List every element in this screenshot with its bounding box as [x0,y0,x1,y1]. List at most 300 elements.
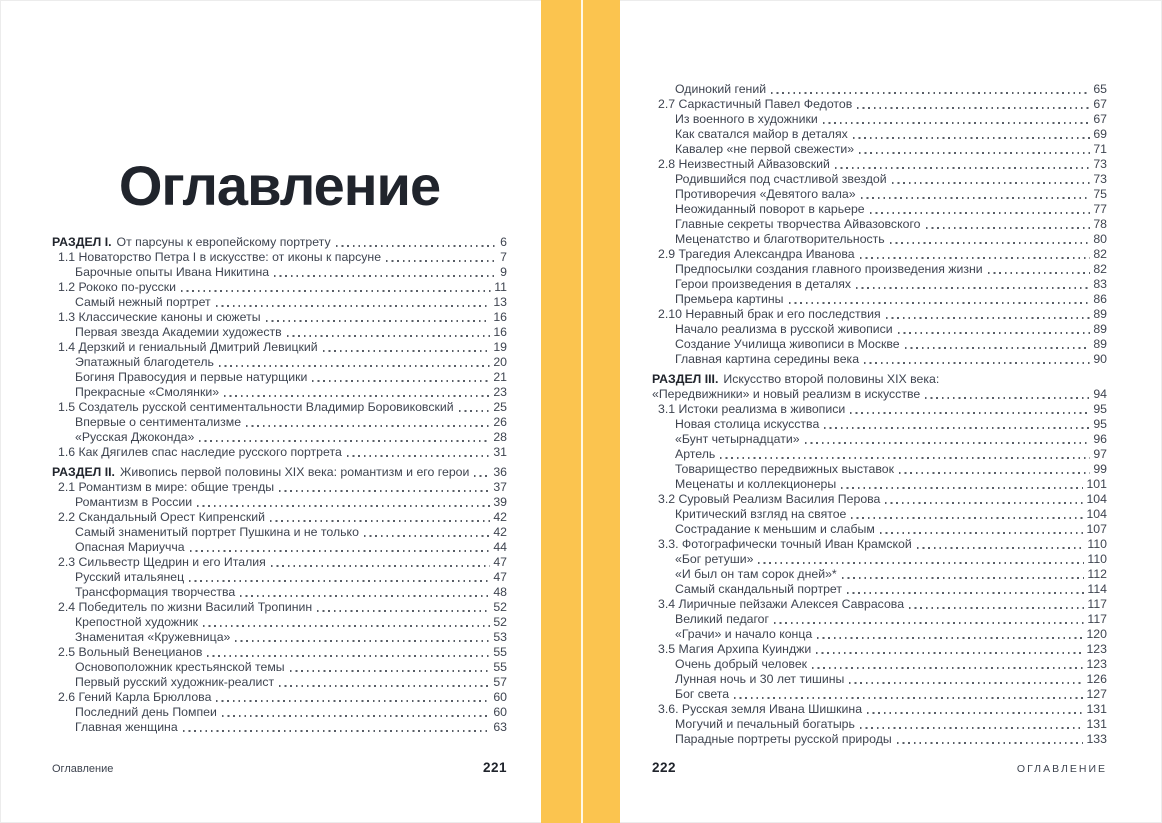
toc-entry-text: 3.1 Истоки реализма в живописи [658,402,846,416]
dotted-leader [183,730,491,732]
dotted-leader [474,475,490,477]
toc-entry-text: Впервые о сентиментализме [75,415,242,429]
toc-entry-text: Предпосылки создания главного произведения жизни [675,262,983,276]
toc-entry-text: «Бунт четырнадцати» [675,432,800,446]
toc-page-number: 52 [493,600,507,614]
toc-entry-text: Противоречия «Девятого вала» [675,187,856,201]
toc-row [52,720,507,735]
toc-page-number: 97 [1093,447,1107,461]
dotted-leader [898,332,1091,334]
toc-entry-text: Меценатство и благотворительность [675,232,885,246]
toc-entry-text: 1.3 Классические каноны и сюжеты [58,310,261,324]
toc-entry-text: От парсуны к европейскому портрету [116,235,331,249]
toc-page-number: 63 [493,720,507,734]
toc-row [52,235,507,250]
toc-entry-text: Самый нежный портрет [75,295,211,309]
toc-entry-text: Главная женщина [75,720,178,734]
toc-page-number: 60 [493,705,507,719]
toc-row [652,387,1107,402]
dotted-leader [216,700,490,702]
dotted-leader [224,395,490,397]
toc-entry-text: Искусство второй половины XIX века: [723,372,940,386]
dotted-leader [861,197,1091,199]
toc-entry-text: Из военного в художники [675,112,818,126]
dotted-leader [758,562,1084,564]
toc-entry-text: Живопись первой половины XIX века: романтизм и его герои [119,465,470,479]
dotted-leader [789,302,1091,304]
dotted-leader [824,427,1090,429]
page-number: 222 [652,760,677,775]
dotted-leader [805,442,1091,444]
toc-row [652,702,1107,717]
toc-section-label: РАЗДЕЛ II. [52,465,115,479]
toc-row [652,552,1107,567]
left-page-footer [52,760,507,775]
dotted-leader [203,625,490,627]
dotted-leader [271,565,491,567]
dotted-leader [240,595,490,597]
dotted-leader [926,227,1091,229]
toc-row [652,732,1107,747]
right-page-footer [652,760,1107,775]
book-spine-stripe [541,0,620,823]
toc-page-number: 21 [493,370,507,384]
toc-entry-text: 2.6 Гений Карла Брюллова [58,690,212,704]
dotted-leader [199,440,490,442]
dotted-leader [235,640,490,642]
toc-row [52,265,507,280]
page-number: 221 [482,760,507,775]
toc-entry-text: 2.1 Романтизм в мире: общие тренды [58,480,275,494]
toc-page-number: 60 [493,690,507,704]
toc-page-number: 25 [493,400,507,414]
toc-page-number: 131 [1086,702,1107,716]
toc-page-number: 48 [493,585,507,599]
toc-entry-text: 2.5 Вольный Венецианов [58,645,203,659]
toc-page-number: 117 [1087,612,1107,626]
dotted-leader [823,122,1091,124]
toc-row [52,570,507,585]
dotted-leader [880,532,1084,534]
dotted-leader [849,682,1083,684]
toc-page-number: 82 [1093,262,1107,276]
toc-entry-text: Прекрасные «Смолянки» [75,385,220,399]
toc-row [652,232,1107,247]
toc-page-number: 94 [1093,387,1107,401]
toc-page-number: 36 [493,465,507,479]
toc-row [652,202,1107,217]
toc-row [652,112,1107,127]
toc-page-number: 20 [493,355,507,369]
toc-list-right [652,82,1107,747]
toc-entry-text: 2.3 Сильвестр Щедрин и его Италия [58,555,266,569]
dotted-leader [856,287,1090,289]
dotted-leader [364,535,490,537]
toc-row [652,492,1107,507]
toc-row [652,507,1107,522]
toc-page-number: 104 [1086,492,1107,506]
toc-entry-text: Товарищество передвижных выставок [675,462,894,476]
toc-page-number: 95 [1093,417,1107,431]
dotted-leader [347,455,491,457]
toc-page-number: 123 [1086,642,1107,656]
toc-entry-text: «Грачи» и начало конца [675,627,813,641]
toc-row [652,322,1107,337]
toc-row [52,585,507,600]
toc-page-number: 39 [493,495,507,509]
toc-entry-text: 3.3. Фотографически точный Иван Крамской [658,537,912,551]
toc-entry-text: 1.1 Новаторство Петра I в искусстве: от иконы к парсуне [58,250,382,264]
toc-page-number: 55 [493,645,507,659]
left-page [52,0,507,823]
toc-entry-text: Как сватался майор в деталях [675,127,848,141]
dotted-leader [181,290,491,292]
toc-entry-text: Начало реализма в русской живописи [675,322,893,336]
toc-entry-text: Очень добрый человек [675,657,808,671]
toc-entry-text: Лунная ночь и 30 лет тишины [675,672,845,686]
dotted-leader [890,242,1091,244]
toc-entry-text: Барочные опыты Ивана Никитина [75,265,270,279]
dotted-leader [886,317,1091,319]
dotted-leader [386,260,497,262]
toc-row [52,445,507,460]
toc-entry-text: 1.2 Рококо по-русски [58,280,176,294]
toc-entry-text: 2.4 Победитель по жизни Василий Тропинин [58,600,313,614]
toc-row [652,292,1107,307]
toc-section-label: РАЗДЕЛ I. [52,235,112,249]
toc-page-number: 7 [500,250,507,264]
toc-page-number: 16 [493,325,507,339]
toc-page-number: 101 [1086,477,1107,491]
toc-entry-text: «И был он там сорок дней»* [675,567,837,581]
toc-row [52,690,507,705]
toc-row [52,340,507,355]
toc-page-number: 123 [1086,657,1107,671]
toc-row [52,630,507,645]
toc-page-number: 90 [1093,352,1107,366]
toc-entry-text: 2.9 Трагедия Александра Иванова [658,247,855,261]
dotted-leader [835,167,1090,169]
toc-page-number: 110 [1087,552,1107,566]
toc-page-number: 95 [1093,402,1107,416]
toc-page-number: 69 [1093,127,1107,141]
toc-entry-text: Парадные портреты русской природы [675,732,892,746]
toc-entry-text: Неожиданный поворот в карьере [675,202,865,216]
toc-row [52,465,507,480]
toc-row [652,657,1107,672]
dotted-leader [860,727,1084,729]
dotted-leader [290,670,491,672]
toc-page-number: 28 [493,430,507,444]
toc-page-number: 23 [493,385,507,399]
toc-entry-text: Самый скандальный портрет [675,582,842,596]
toc-entry-text: 2.10 Неравный брак и его последствия [658,307,881,321]
toc-page-number: 126 [1086,672,1107,686]
toc-row [52,325,507,340]
dotted-leader [870,212,1091,214]
toc-page-number: 67 [1093,97,1107,111]
toc-entry-text: Самый знаменитый портрет Пушкина и не только [75,525,359,539]
toc-page-number: 120 [1086,627,1107,641]
toc-page-number: 44 [493,540,507,554]
toc-row [52,525,507,540]
dotted-leader [279,490,490,492]
toc-page-number: 83 [1093,277,1107,291]
toc-page-number: 42 [493,525,507,539]
dotted-leader [850,412,1090,414]
toc-row [52,400,507,415]
toc-row [652,402,1107,417]
toc-page-number: 47 [493,555,507,569]
running-head: ОГЛАВЛЕНИЕ [1016,763,1107,775]
toc-page-number: 6 [500,235,507,249]
toc-row [652,597,1107,612]
dotted-leader [899,472,1090,474]
toc-row [52,415,507,430]
toc-page-number: 104 [1086,507,1107,521]
toc-row [52,480,507,495]
toc-row [52,540,507,555]
dotted-leader [857,107,1090,109]
toc-row [652,247,1107,262]
toc-page-number: 86 [1093,292,1107,306]
dotted-leader [842,577,1085,579]
toc-entry-text: Первый русский художник-реалист [75,675,275,689]
toc-row [652,687,1107,702]
toc-row [652,262,1107,277]
toc-page-number: 47 [493,570,507,584]
dotted-leader [190,550,491,552]
toc-entry-text: Трансформация творчества [75,585,236,599]
toc-entry-text: 1.4 Дерзкий и гениальный Дмитрий Левицкий [58,340,318,354]
toc-entry-text: Создание Училища живописи в Москве [675,337,900,351]
dotted-leader [841,487,1083,489]
running-head: Оглавление [52,763,114,775]
dotted-leader [860,257,1091,259]
toc-entry-text: Премьера картины [675,292,784,306]
toc-row [52,600,507,615]
toc-entry-text: Одинокий гений [675,82,767,96]
dotted-leader [734,697,1083,699]
toc-page-number: 133 [1086,732,1107,746]
toc-entry-text: Романтизм в России [75,495,193,509]
spine-gutter-line [581,0,583,823]
dotted-leader [897,742,1084,744]
dotted-leader [853,137,1091,139]
dotted-leader [774,622,1084,624]
toc-entry-text: Последний день Помпеи [75,705,217,719]
toc-entry-text: «Русская Джоконда» [75,430,195,444]
toc-row [652,172,1107,187]
toc-row [52,430,507,445]
toc-entry-text: 3.6. Русская земля Ивана Шишкина [658,702,863,716]
toc-entry-text: Главные секреты творчества Айвазовского [675,217,921,231]
dotted-leader [851,517,1083,519]
toc-entry-text: 2.8 Неизвестный Айвазовский [658,157,830,171]
toc-entry-text: Знаменитая «Кружевница» [75,630,231,644]
dotted-leader [323,350,491,352]
dotted-leader [222,715,490,717]
toc-row [652,417,1107,432]
toc-entry-text: Сострадание к меньшим и слабым [675,522,875,536]
toc-entry-text: Главная картина середины века [675,352,860,366]
toc-row [652,187,1107,202]
toc-row [652,217,1107,232]
toc-row [652,672,1107,687]
toc-row [652,462,1107,477]
toc-page-number: 114 [1087,582,1107,596]
toc-row [52,705,507,720]
dotted-leader [219,365,490,367]
toc-entry-text: Основоположник крестьянской темы [75,660,285,674]
toc-row [652,717,1107,732]
toc-page-number: 77 [1093,202,1107,216]
toc-entry-text: «Бог ретуши» [675,552,754,566]
toc-section-label: РАЗДЕЛ III. [652,372,719,386]
toc-row [652,612,1107,627]
dotted-leader [336,245,498,247]
toc-row [52,615,507,630]
toc-row [52,495,507,510]
toc-page-number: 16 [493,310,507,324]
toc-row [652,127,1107,142]
toc-row [52,295,507,310]
toc-page-number: 89 [1093,307,1107,321]
toc-row [652,432,1107,447]
dotted-leader [312,380,490,382]
toc-row [652,627,1107,642]
toc-row [652,522,1107,537]
toc-page-number: 42 [493,510,507,524]
toc-row [52,645,507,660]
toc-row [52,555,507,570]
toc-entry-text: Крепостной художник [75,615,199,629]
toc-entry-text: 2.7 Саркастичный Павел Федотов [658,97,853,111]
dotted-leader [909,607,1084,609]
toc-row [652,157,1107,172]
toc-page-number: 13 [493,295,507,309]
dotted-leader [867,712,1083,714]
toc-row [652,582,1107,597]
dotted-leader [279,685,490,687]
toc-row [52,675,507,690]
toc-page-number: 99 [1093,462,1107,476]
toc-row [52,385,507,400]
dotted-leader [270,520,490,522]
dotted-leader [216,305,491,307]
toc-page-number: 73 [1093,172,1107,186]
toc-page-number: 75 [1093,187,1107,201]
toc-row [652,477,1107,492]
toc-entry-text: 1.5 Создатель русской сентиментальности Владимир Боровиковский [58,400,454,414]
toc-page-number: 78 [1093,217,1107,231]
toc-row [52,355,507,370]
toc-page-number: 110 [1087,537,1107,551]
toc-row [652,277,1107,292]
toc-page-number: 11 [494,280,507,294]
toc-row [652,447,1107,462]
toc-entry-text: Кавалер «не первой свежести» [675,142,855,156]
toc-page-number: 31 [493,445,507,459]
toc-entry-text: Критический взгляд на святое [675,507,847,521]
toc-row [52,310,507,325]
dotted-leader [771,92,1090,94]
toc-row [652,372,1107,387]
dotted-leader [459,410,491,412]
toc-entry-text: «Передвижники» и новый реализм в искусстве [652,387,921,401]
toc-entry-text: 3.5 Магия Архипа Куинджи [658,642,812,656]
toc-row [652,537,1107,552]
dotted-leader [197,505,490,507]
toc-entry-text: Великий педагог [675,612,769,626]
dotted-leader [812,667,1083,669]
page-title: Оглавление [118,154,441,217]
toc-page-number: 96 [1093,432,1107,446]
dotted-leader [892,182,1091,184]
toc-row [652,642,1107,657]
toc-page-number: 53 [493,630,507,644]
dotted-leader [274,275,497,277]
toc-entry-text: Родившийся под счастливой звездой [675,172,887,186]
toc-page-number: 73 [1093,157,1107,171]
toc-page-number: 127 [1086,687,1107,701]
dotted-leader [864,362,1090,364]
toc-page-number: 112 [1087,567,1107,581]
dotted-leader [817,637,1083,639]
toc-entry-text: Артель [675,447,716,461]
toc-entry-text: Эпатажный благодетель [75,355,214,369]
toc-page-number: 37 [493,480,507,494]
toc-entry-text: 2.2 Скандальный Орест Кипренский [58,510,266,524]
right-page [652,0,1107,823]
toc-entry-text: Опасная Мариучча [75,540,185,554]
dotted-leader [847,592,1084,594]
dotted-leader [266,320,491,322]
toc-page-number: 89 [1093,322,1107,336]
toc-entry-text: 3.4 Лиричные пейзажи Алексея Саврасова [658,597,905,611]
toc-row [652,307,1107,322]
dotted-leader [287,335,491,337]
dotted-leader [317,610,490,612]
toc-entry-text: Меценаты и коллекционеры [675,477,837,491]
toc-list-left [52,230,507,735]
toc-entry-text: Богиня Правосудия и первые натурщики [75,370,308,384]
dotted-leader [189,580,490,582]
toc-row [652,97,1107,112]
dotted-leader [816,652,1083,654]
dotted-leader [885,502,1083,504]
toc-row [652,82,1107,97]
toc-row [52,250,507,265]
toc-row [52,660,507,675]
dotted-leader [917,547,1085,549]
toc-entry-text: Могучий и печальный богатырь [675,717,855,731]
toc-page-number: 26 [493,415,507,429]
toc-entry-text: 3.2 Суровый Реализм Василия Перова [658,492,881,506]
dotted-leader [905,347,1091,349]
dotted-leader [859,152,1090,154]
toc-page-number: 57 [493,675,507,689]
toc-entry-text: Русский итальянец [75,570,185,584]
toc-page-number: 89 [1093,337,1107,351]
toc-row [652,567,1107,582]
toc-page-number: 131 [1086,717,1107,731]
toc-page-number: 67 [1093,112,1107,126]
toc-page-number: 80 [1093,232,1107,246]
toc-entry-text: Новая столица искусства [675,417,820,431]
toc-row [52,510,507,525]
toc-page-number: 55 [493,660,507,674]
